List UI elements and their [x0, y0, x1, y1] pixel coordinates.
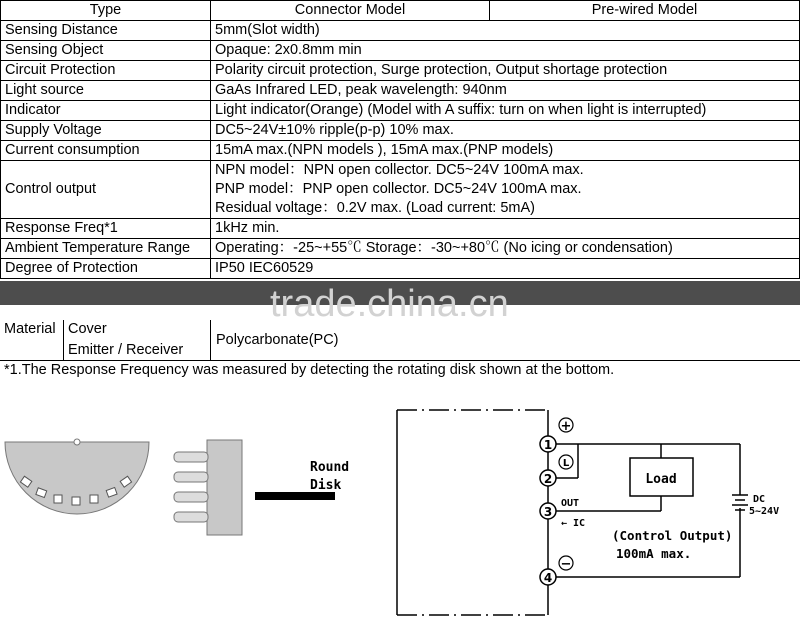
- round-label: Round: [310, 460, 350, 475]
- l-sign: L: [562, 458, 570, 469]
- plus-marker: [559, 418, 573, 434]
- table-row-control-output: [1, 161, 800, 219]
- control-output-line: PNP model：PNP open collector. DC5~24V 100mA max.: [215, 181, 582, 197]
- header-type: Type: [1, 1, 211, 21]
- row-label: Sensing Distance: [1, 21, 211, 41]
- material-label: Material: [4, 321, 56, 337]
- control-output-line: NPN model：NPN open collector. DC5~24V 100mA max.: [215, 162, 584, 178]
- row-value: Polarity circuit protection, Surge protection, Output shortage protection: [211, 61, 800, 81]
- table-row: [1, 41, 800, 61]
- control-output-label: (Control Output): [612, 528, 733, 543]
- wiring-diagram: [0, 380, 800, 638]
- rotating-disk-illustration: [5, 439, 149, 514]
- row-label: Response Freq*1: [1, 219, 211, 239]
- divider: [63, 320, 64, 360]
- row-value: 15mA max.(NPN models ), 15mA max.(PNP models): [211, 141, 800, 161]
- control-output-line: Residual voltage：0.2V max. (Load current: 5mA): [215, 200, 535, 216]
- row-label: Sensing Object: [1, 41, 211, 61]
- terminal-number: 4: [543, 571, 553, 585]
- max-current-label: 100mA max.: [616, 546, 692, 561]
- divider: [210, 320, 211, 360]
- terminal-number: 3: [543, 505, 553, 519]
- table-row: [1, 121, 800, 141]
- row-label: Light source: [1, 81, 211, 101]
- material-cover: Cover: [68, 321, 107, 337]
- table-row: [1, 259, 800, 279]
- row-label: Supply Voltage: [1, 121, 211, 141]
- ic-label: ← IC: [561, 518, 586, 529]
- terminal-3: [540, 503, 556, 519]
- terminal-2: [540, 470, 556, 486]
- minus-marker: [559, 556, 573, 572]
- table-row: [1, 81, 800, 101]
- table-header-row: [1, 1, 800, 21]
- material-emitter-receiver: Emitter / Receiver: [68, 342, 184, 358]
- row-value: 1kHz min.: [211, 219, 800, 239]
- row-value: IP50 IEC60529: [211, 259, 800, 279]
- spec-table: [0, 0, 800, 279]
- plus-sign: +: [560, 419, 572, 434]
- table-row: [1, 101, 800, 121]
- table-row: [1, 141, 800, 161]
- material-value: Polycarbonate(PC): [216, 332, 339, 348]
- terminal-1: [540, 436, 556, 452]
- header-prewired-model: Pre-wired Model: [490, 1, 800, 21]
- sensor-box-outline: [397, 410, 548, 615]
- footnote: *1.The Response Frequency was measured by detecting the rotating disk shown at the bottom.: [4, 362, 615, 378]
- row-value: Operating：-25~+55℃ Storage：-30~+80℃ (No icing or condensation): [211, 239, 800, 259]
- row-label: Control output: [1, 161, 211, 219]
- row-value: Light indicator(Orange) (Model with A suffix: turn on when light is interrupted): [211, 101, 800, 121]
- header-connector-model: Connector Model: [211, 1, 490, 21]
- terminal-4: [540, 569, 556, 585]
- row-value: GaAs Infrared LED, peak wavelength: 940nm: [211, 81, 800, 101]
- table-row: [1, 61, 800, 81]
- l-marker: [559, 455, 573, 469]
- row-value: DC5~24V±10% ripple(p-p) 10% max.: [211, 121, 800, 141]
- row-value: Opaque: 2x0.8mm min: [211, 41, 800, 61]
- row-label: Circuit Protection: [1, 61, 211, 81]
- row-label: Degree of Protection: [1, 259, 211, 279]
- watermark: trade.china.cn: [270, 283, 509, 325]
- table-row: [1, 219, 800, 239]
- load-label: Load: [645, 472, 677, 487]
- row-label: Current consumption: [1, 141, 211, 161]
- disk-label: Disk: [310, 478, 342, 493]
- out-label: OUT: [561, 498, 580, 509]
- dc-label: DC: [753, 494, 766, 505]
- terminal-number: 2: [543, 472, 553, 486]
- row-value: 5mm(Slot width): [211, 21, 800, 41]
- table-row: [1, 239, 800, 259]
- row-label: Indicator: [1, 101, 211, 121]
- terminal-number: 1: [543, 438, 553, 452]
- row-value-multiline: [211, 161, 800, 219]
- row-label: Ambient Temperature Range: [1, 239, 211, 259]
- dc-range-label: 5~24V: [749, 506, 780, 517]
- material-row: [0, 320, 800, 361]
- table-row: [1, 21, 800, 41]
- minus-sign: −: [560, 557, 572, 572]
